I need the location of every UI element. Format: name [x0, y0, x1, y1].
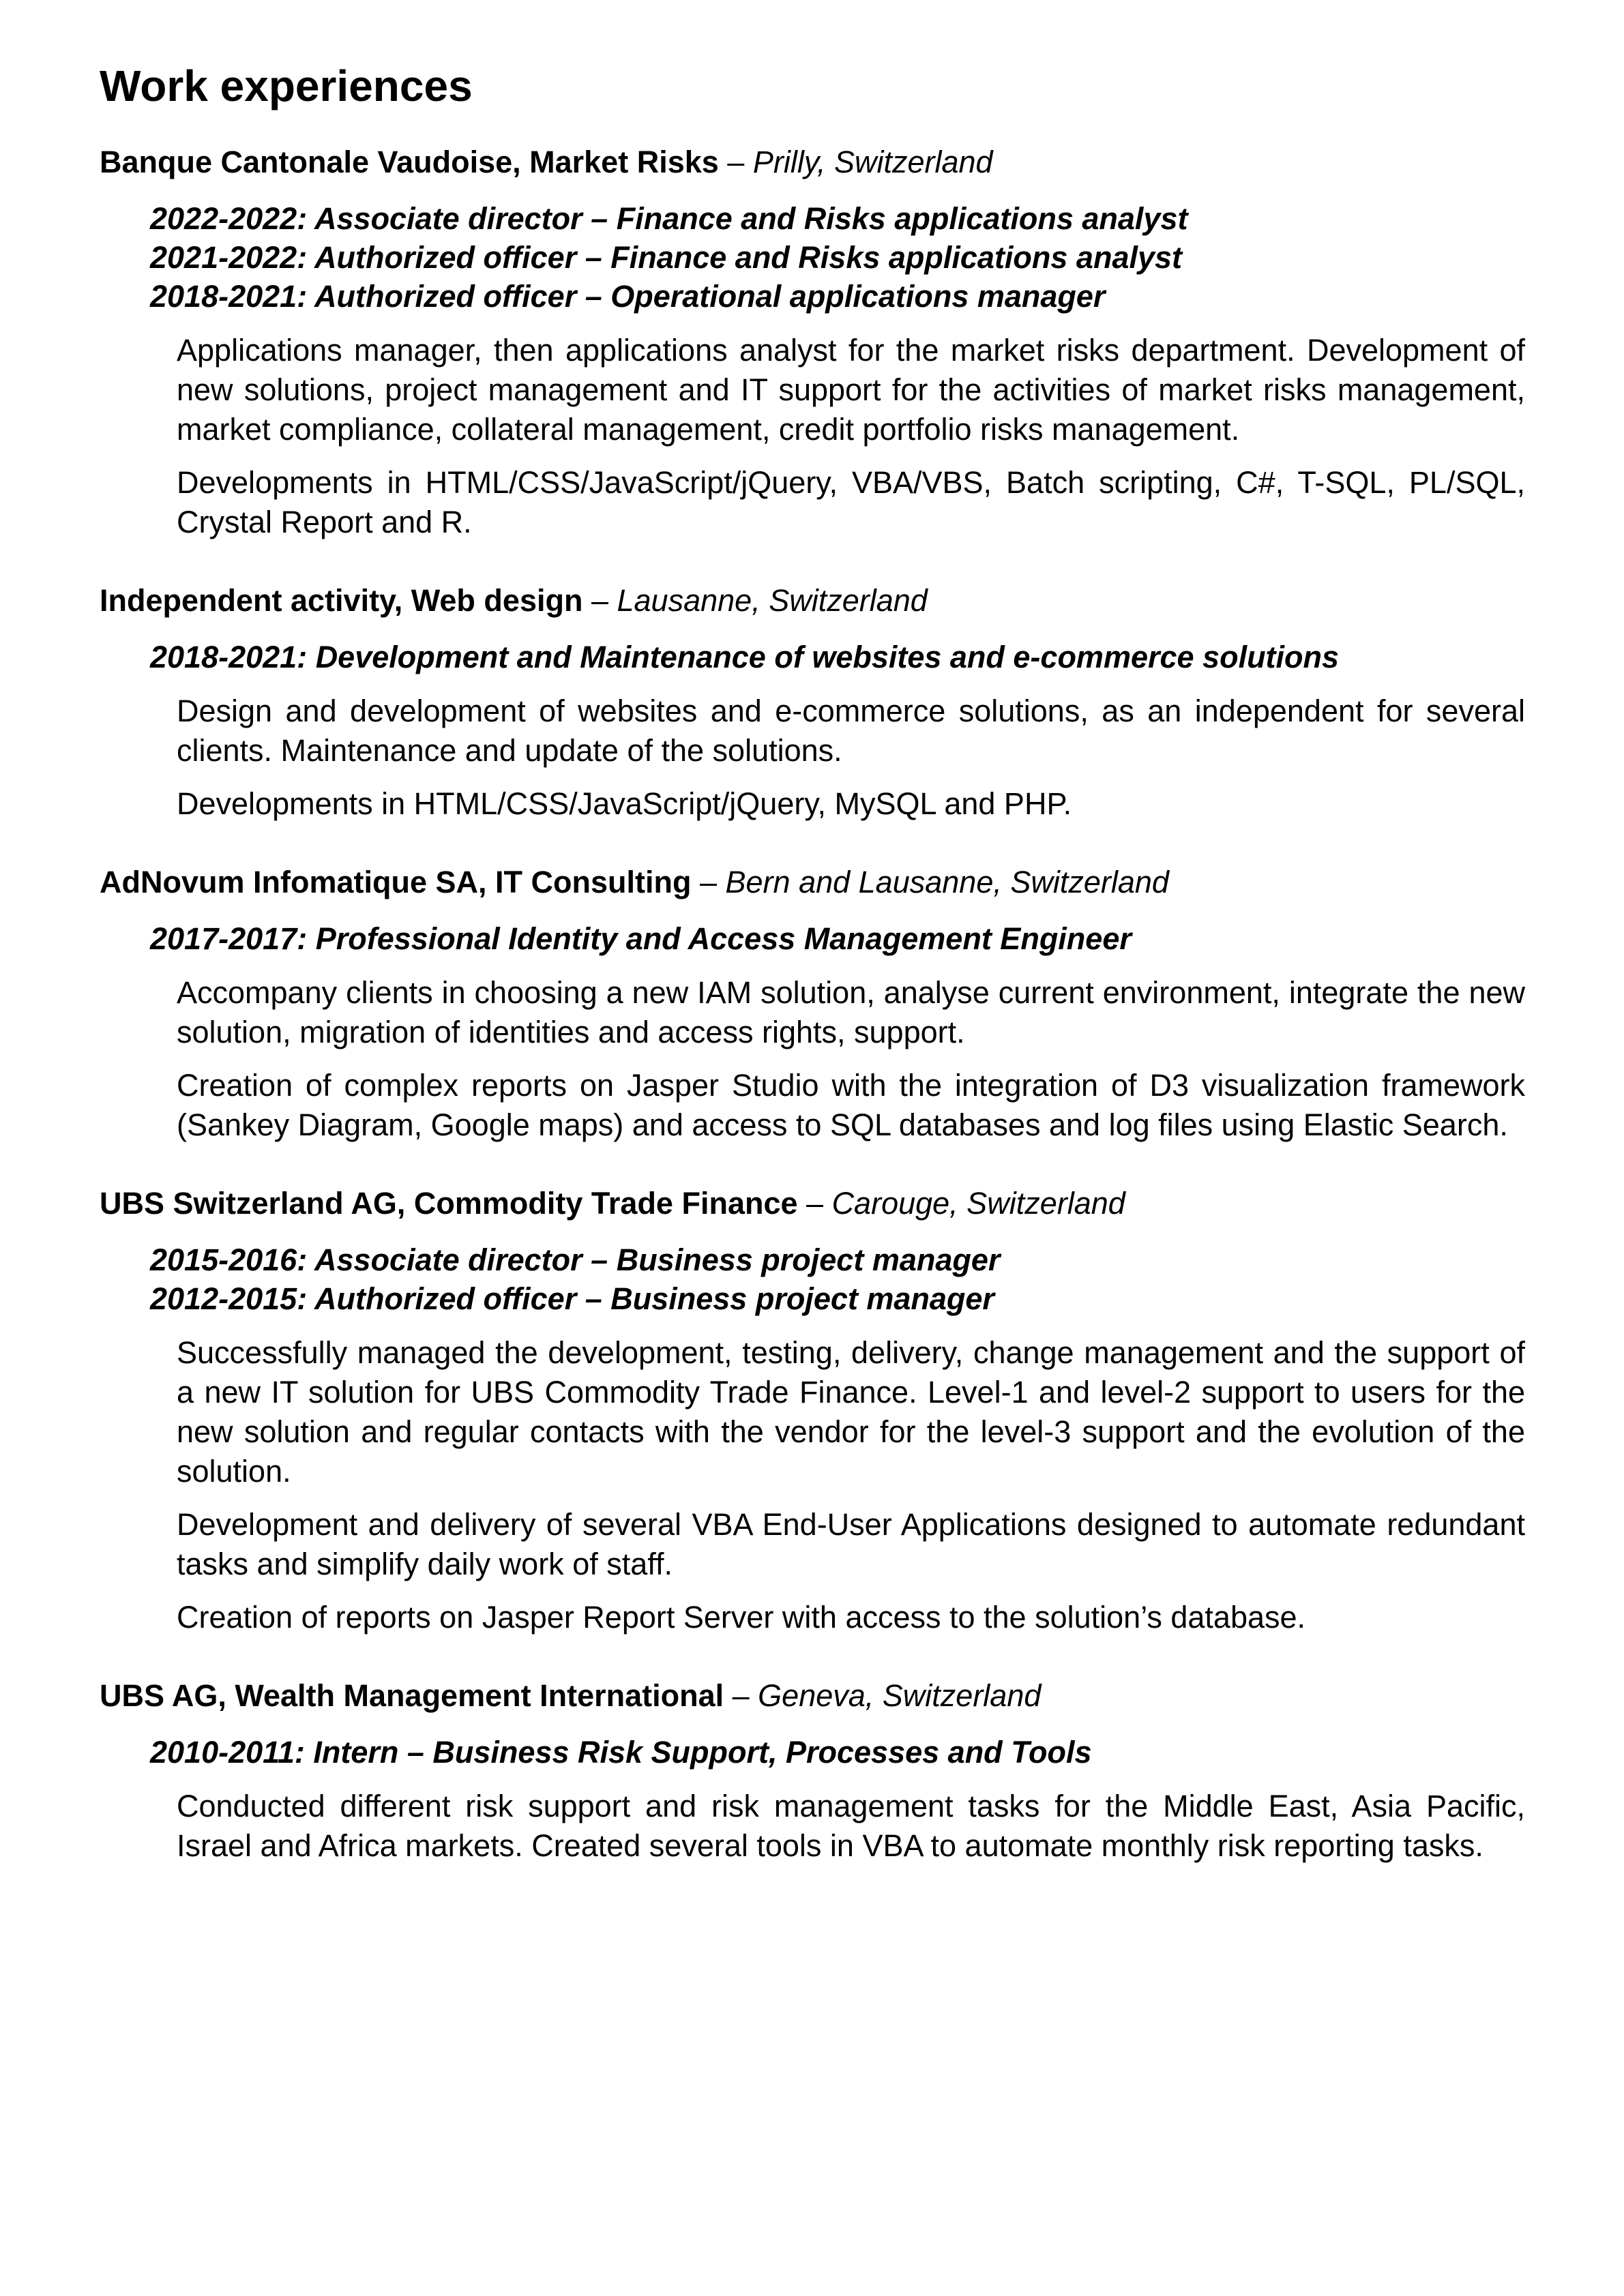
employer-location: Bern and Lausanne, Switzerland [725, 865, 1169, 899]
employer-name: Independent activity, Web design [100, 583, 583, 618]
employer-separator: – [691, 865, 726, 899]
job-description: Conducted different risk support and risk management tasks for the Middle East, Asia Pacific, Israel and Africa markets. Created several tools in VBA to automate monthly risk reporting tasks. [177, 1789, 1525, 1863]
roles-list [150, 1240, 1525, 1318]
job-description: Design and development of websites and e-commerce solutions, as an independent for several clients. Maintenance and update of the solutions. [177, 694, 1525, 768]
role-title: 2021-2022: Authorized officer – Finance and Risks applications analyst [150, 240, 1183, 275]
employer-name: UBS AG, Wealth Management International [100, 1678, 724, 1713]
job-description: Creation of reports on Jasper Report Server with access to the solution’s database. [177, 1600, 1306, 1635]
job-description: Developments in HTML/CSS/JavaScript/jQuery, MySQL and PHP. [177, 786, 1072, 821]
employer-line [100, 580, 1525, 621]
employer-location: Geneva, Switzerland [758, 1678, 1042, 1713]
job-entry [100, 862, 1525, 1145]
employer-line [100, 862, 1525, 903]
employer-separator: – [797, 1186, 832, 1221]
employer-line [100, 142, 1525, 183]
employer-separator: – [718, 145, 753, 179]
job-entry [100, 580, 1525, 824]
employer-line [100, 1675, 1525, 1716]
employer-location: Prilly, Switzerland [752, 145, 993, 179]
job-entry [100, 1675, 1525, 1866]
role-title: 2015-2016: Associate director – Business project manager [150, 1242, 1001, 1277]
employer-name: AdNovum Infomatique SA, IT Consulting [100, 865, 692, 899]
role-title: 2018-2021: Development and Maintenance of websites and e-commerce solutions [150, 640, 1340, 674]
employer-location: Lausanne, Switzerland [617, 583, 928, 618]
employer-separator: – [582, 583, 617, 618]
role-title: 2017-2017: Professional Identity and Access Management Engineer [150, 921, 1132, 956]
job-description: Developments in HTML/CSS/JavaScript/jQuery, VBA/VBS, Batch scripting, C#, T-SQL, PL/SQL, Crystal Report and R. [177, 465, 1525, 539]
job-entry [100, 142, 1525, 542]
role-title: 2018-2021: Authorized officer – Operational applications manager [150, 279, 1106, 314]
jobs-list [100, 142, 1525, 1866]
job-description: Successfully managed the development, testing, delivery, change management and the support of a new IT solution for UBS Commodity Trade Finance. Level-1 and level-2 support to users for the new solution and regular contacts with the vendor for the level-3 support and the evolution of the solution. [177, 1335, 1525, 1489]
employer-location: Carouge, Switzerland [831, 1186, 1125, 1221]
roles-list [150, 1733, 1525, 1772]
job-description: Accompany clients in choosing a new IAM solution, analyse current environment, integrate the new solution, migration of identities and access rights, support. [177, 975, 1525, 1049]
employer-name: Banque Cantonale Vaudoise, Market Risks [100, 145, 719, 179]
role-title: 2022-2022: Associate director – Finance and Risks applications analyst [150, 201, 1188, 236]
roles-list [150, 638, 1525, 676]
employer-separator: – [724, 1678, 758, 1713]
resume-page [100, 57, 1525, 1904]
role-title: 2010-2011: Intern – Business Risk Support, Processes and Tools [150, 1735, 1092, 1770]
job-entry [100, 1183, 1525, 1637]
job-description: Development and delivery of several VBA End-User Applications designed to automate redundant tasks and simplify daily work of staff. [177, 1507, 1525, 1581]
section-title: Work experiences [100, 61, 473, 110]
job-description: Creation of complex reports on Jasper Studio with the integration of D3 visualization framework (Sankey Diagram, Google maps) and access to SQL databases and log files using Elastic Search. [177, 1068, 1525, 1142]
roles-list [150, 199, 1525, 316]
roles-list [150, 919, 1525, 958]
job-description: Applications manager, then applications analyst for the market risks department. Development of new solutions, project management and IT support for the activities of market risks management, market compliance, collateral management, credit portfolio risks management. [177, 333, 1525, 447]
employer-name: UBS Switzerland AG, Commodity Trade Finance [100, 1186, 798, 1221]
employer-line [100, 1183, 1525, 1224]
role-title: 2012-2015: Authorized officer – Business project manager [150, 1281, 994, 1316]
